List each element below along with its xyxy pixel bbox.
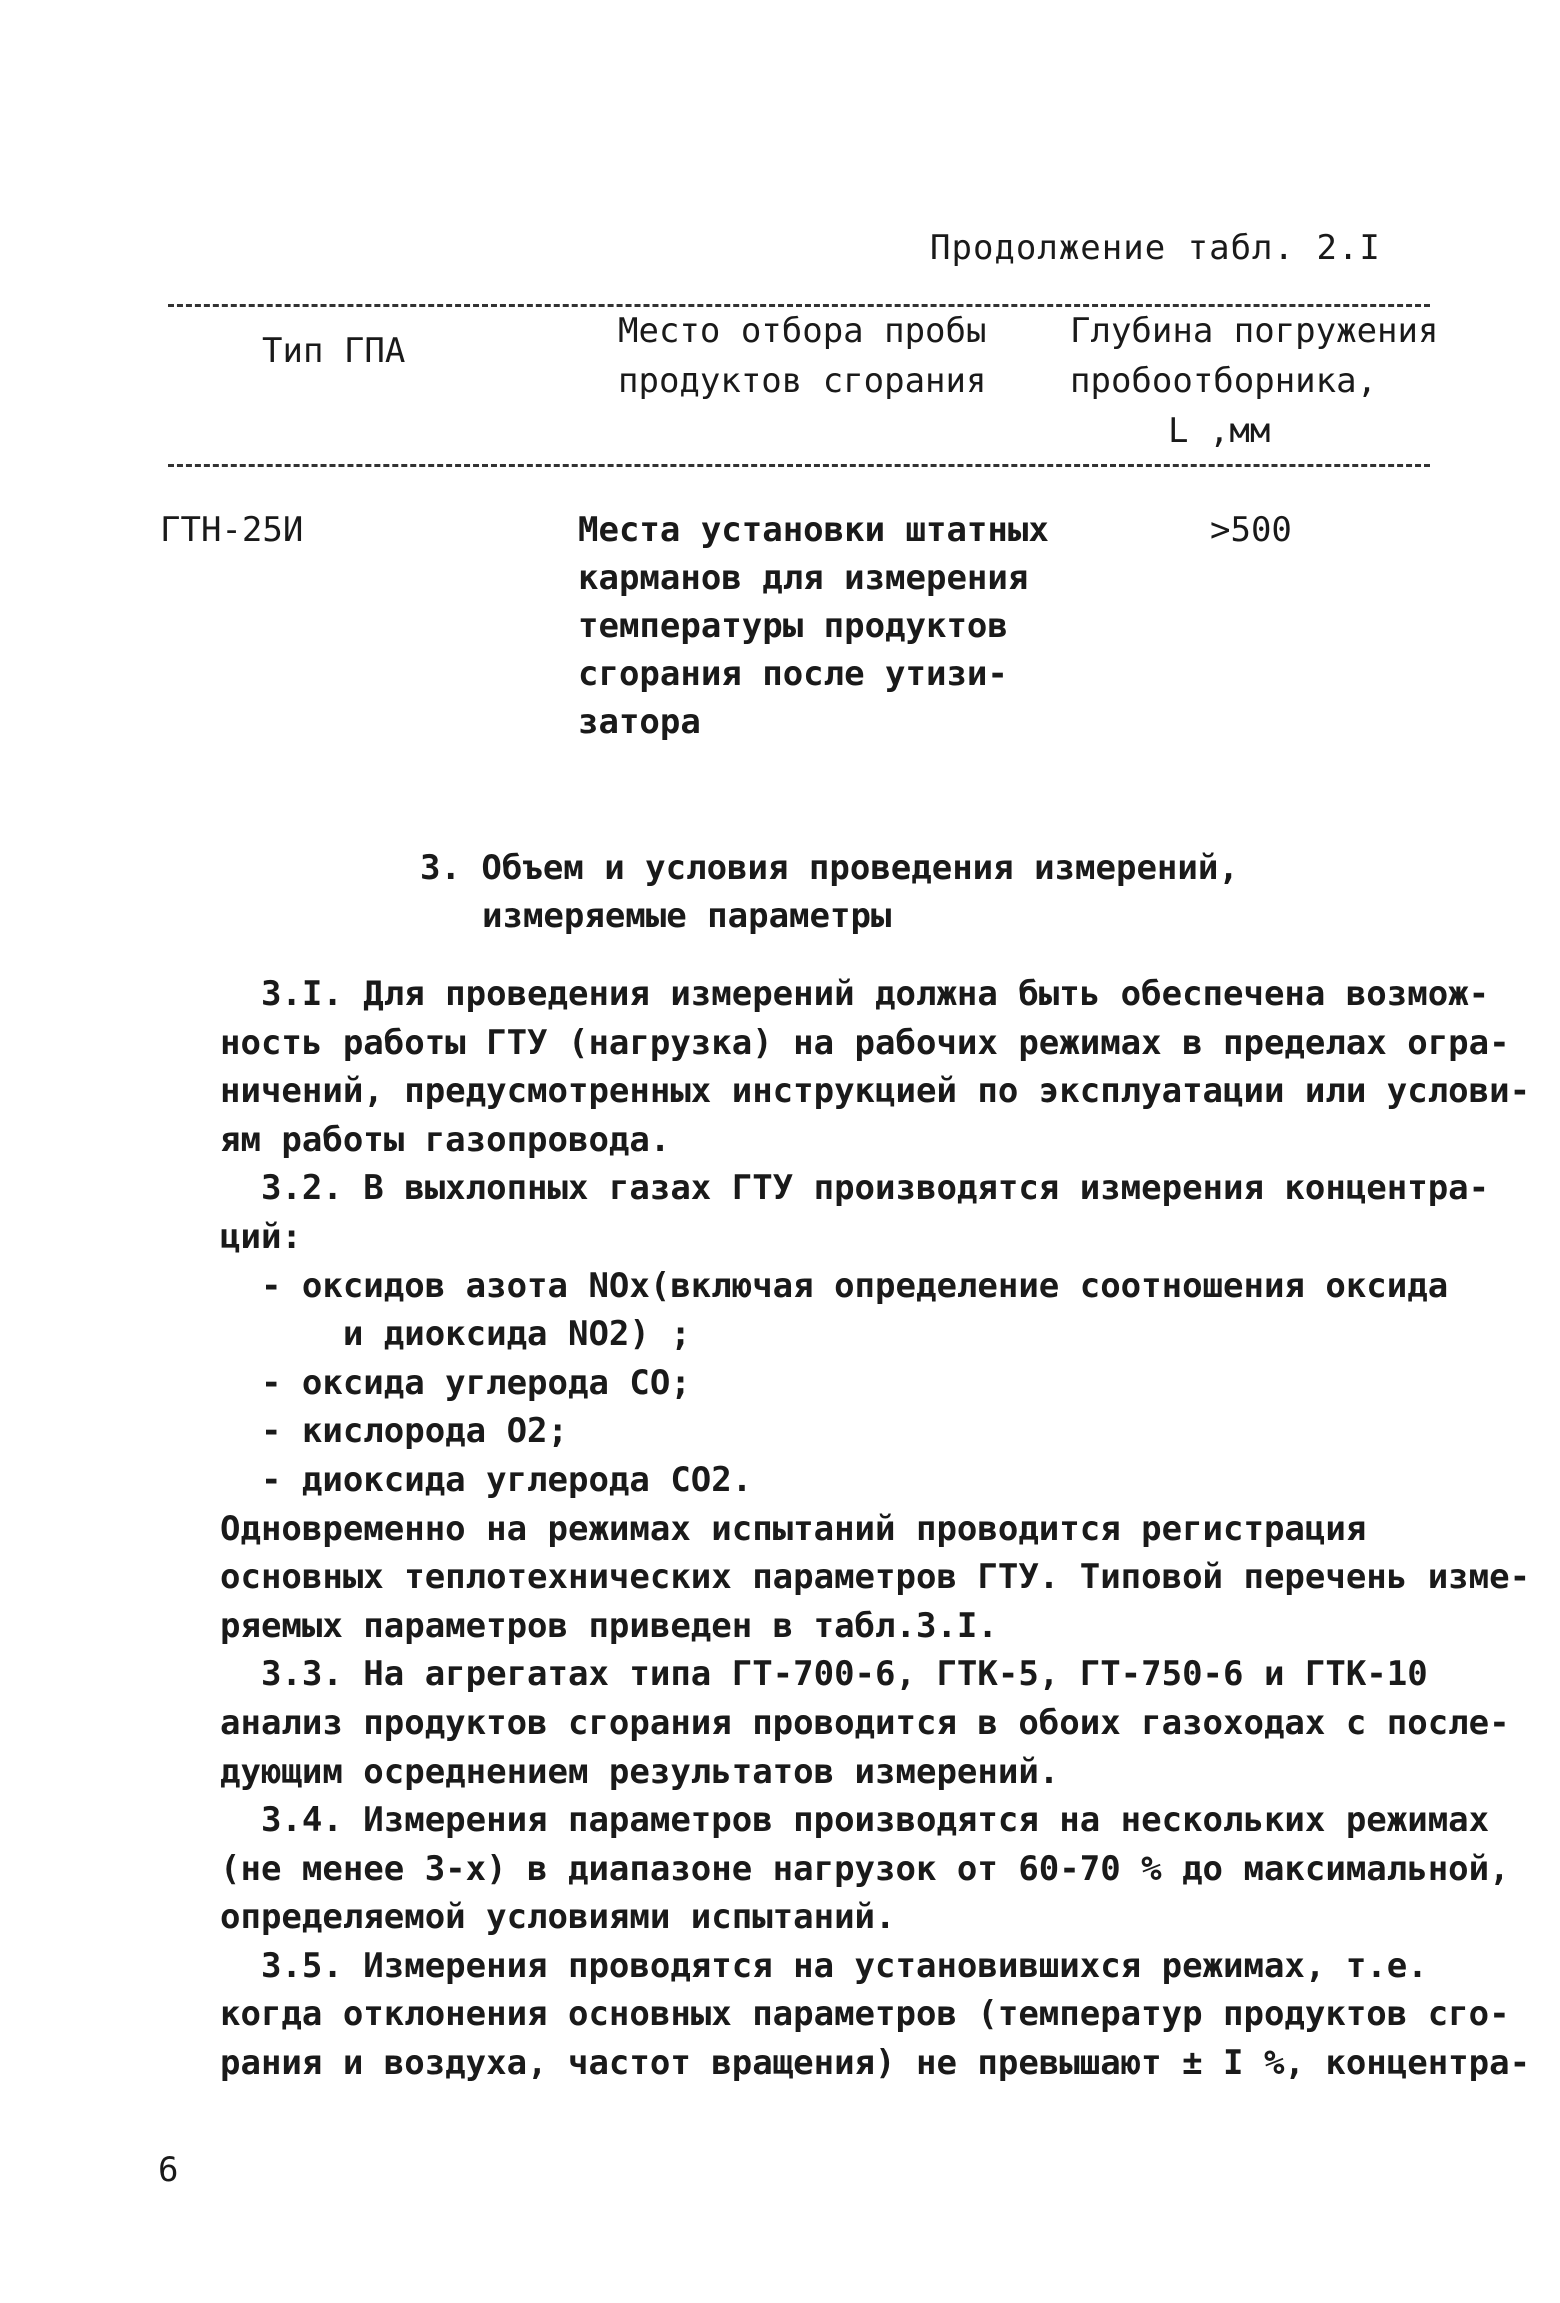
- table-header-depth: [1070, 306, 1438, 456]
- body-line: основных теплотехнических параметров ГТУ. Типовой перечень изме-: [220, 1557, 1531, 1598]
- header-unit-line: L ,мм: [1168, 411, 1271, 451]
- body-line: когда отклонения основных параметров (температур продуктов сго-: [220, 1994, 1510, 2035]
- body-line: ность работы ГТУ (нагрузка) на рабочих режимах в пределах огра-: [220, 1022, 1510, 1063]
- header-line: Глубина погружения: [1070, 311, 1439, 351]
- header-line: пробоотборника,: [1070, 361, 1378, 401]
- body-line: 3.4. Измерения параметров производятся на нескольких режимах: [220, 1800, 1490, 1841]
- table-caption: Продолжение табл. 2.I: [930, 228, 1381, 268]
- body-line: ничений, предусмотренных инструкцией по эксплуатации или услови-: [220, 1071, 1531, 1112]
- cell-line: сгорания после утизи-: [578, 654, 1008, 694]
- body-line: 3.I. Для проведения измерений должна быть обеспечена возмож-: [220, 974, 1490, 1014]
- body-line: 3.3. На агрегатах типа ГТ-700-6, ГТК-5, ГТ-750-6 и ГТК-10: [220, 1654, 1428, 1695]
- body-line: рания и воздуха, частот вращения) не превышают ± I %, концентра-: [220, 2043, 1531, 2084]
- body-line: - оксидов азота NOx(включая определение соотношения оксида: [220, 1265, 1449, 1306]
- body-line: 3.2. В выхлопных газах ГТУ производятся измерения концентра-: [220, 1168, 1490, 1209]
- cell-line: температуры продуктов: [578, 606, 1008, 646]
- body-line: 3.5. Измерения проводятся на установившихся режимах, т.е.: [220, 1945, 1428, 1986]
- table-header-sampling-place: [618, 306, 986, 406]
- body-line: ям работы газопровода.: [220, 1119, 671, 1160]
- table-cell-depth: >500: [1210, 510, 1292, 550]
- body-line: - оксида углерода СО;: [220, 1362, 691, 1403]
- header-line: продуктов сгорания: [618, 361, 987, 401]
- body-text: [220, 970, 1531, 2088]
- body-line: - диоксида углерода СО2.: [220, 1459, 753, 1500]
- table-cell-place: [578, 506, 1049, 746]
- table-header-rule: [168, 464, 1430, 467]
- cell-line: Места установки штатных: [578, 510, 1049, 550]
- body-line: Одновременно на режимах испытаний проводится регистрация: [220, 1508, 1367, 1549]
- body-line: определяемой условиями испытаний.: [220, 1897, 896, 1938]
- header-line: Место отбора пробы: [618, 311, 987, 351]
- body-line: и диоксида NO2) ;: [220, 1314, 691, 1355]
- table-cell-type: ГТН-25И: [160, 510, 304, 550]
- body-line: дующим осреднением результатов измерений.: [220, 1751, 1060, 1792]
- body-line: ций:: [220, 1216, 302, 1257]
- section-heading: [420, 844, 1239, 940]
- table-header-type: Тип ГПА: [262, 331, 406, 371]
- body-line: (не менее 3-х) в диапазоне нагрузок от 60-70 % до максимальной,: [220, 1848, 1510, 1889]
- body-line: - кислорода O2;: [220, 1411, 568, 1452]
- body-line: анализ продуктов сгорания проводится в обоих газоходах с после-: [220, 1702, 1510, 1743]
- cell-line: карманов для измерения: [578, 558, 1029, 598]
- section-heading-line: 3. Объем и условия проведения измерений,: [420, 848, 1239, 888]
- cell-line: затора: [578, 702, 701, 742]
- body-line: ряемых параметров приведен в табл.3.I.: [220, 1605, 998, 1646]
- section-heading-line: измеряемые параметры: [482, 896, 892, 936]
- page-number: 6: [158, 2150, 179, 2190]
